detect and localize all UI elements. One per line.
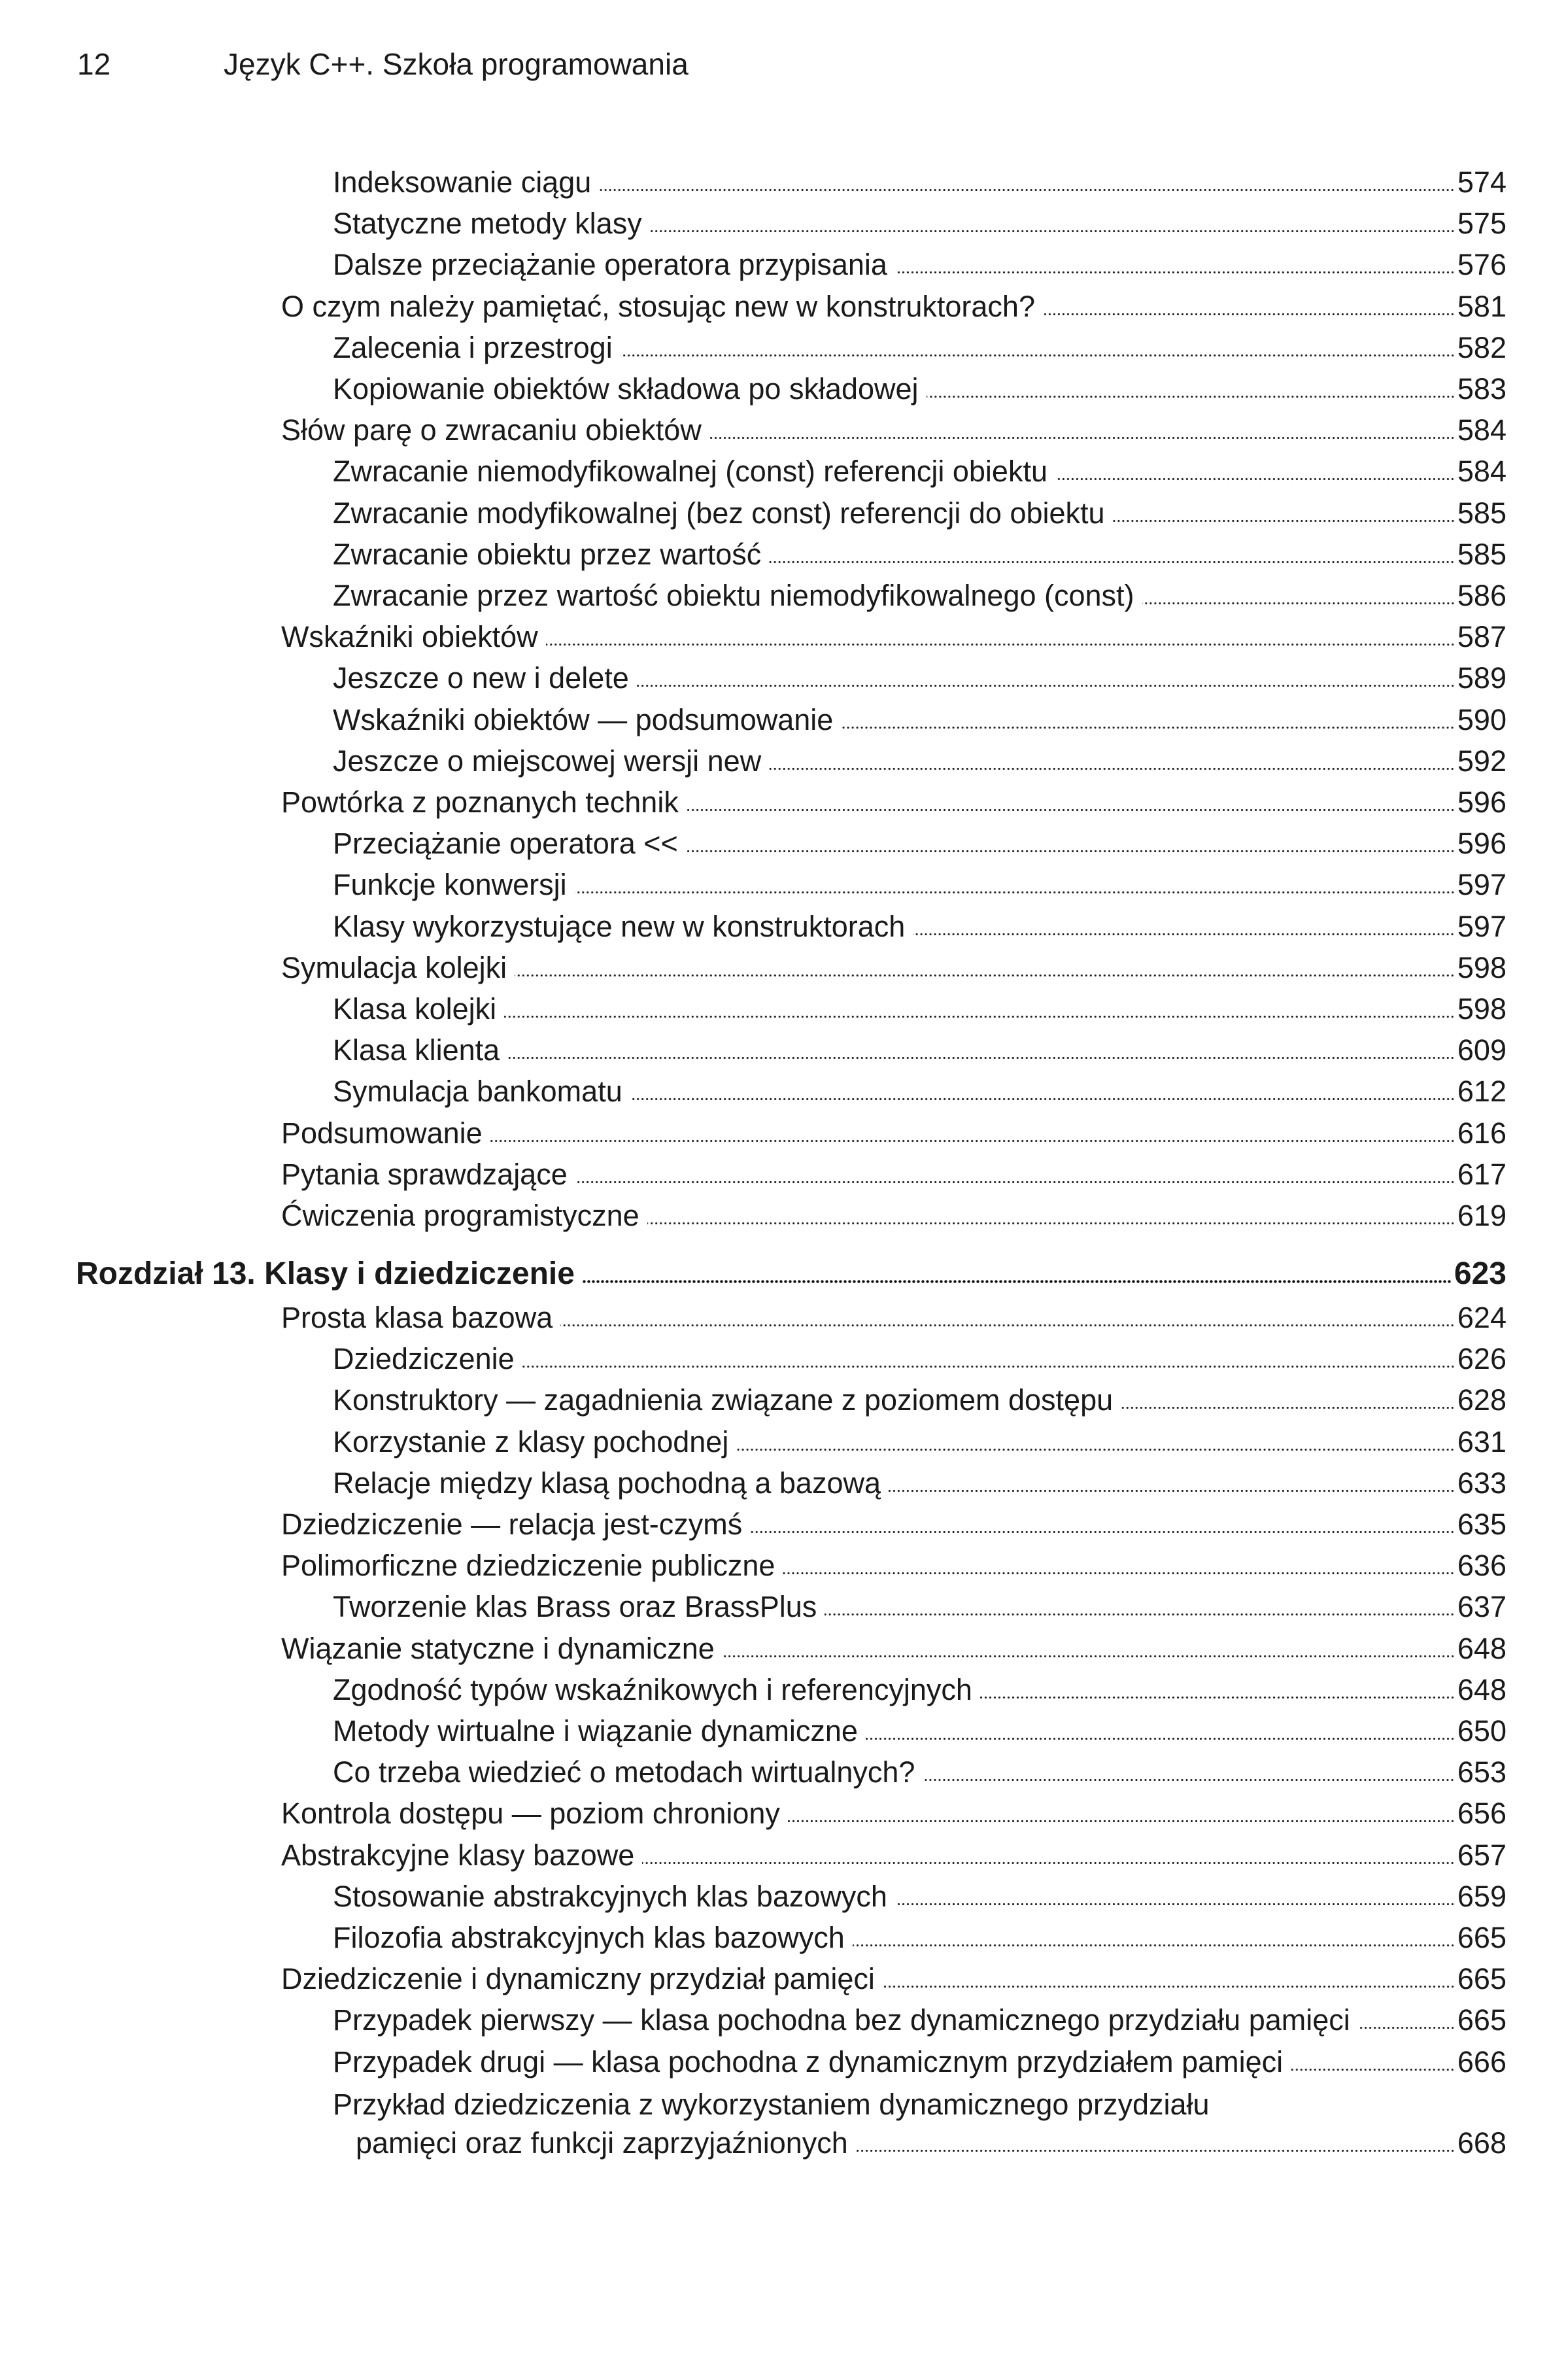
dot-leader xyxy=(825,1612,1455,1617)
dot-leader xyxy=(583,1279,1452,1284)
toc-entry-page: 598 xyxy=(1457,992,1506,1026)
toc-entry xyxy=(281,1297,1506,1338)
toc-entry-title: Statyczne metody klasy xyxy=(333,207,642,241)
book-title: Język C++. Szkoła programowania xyxy=(224,47,689,81)
toc-entry xyxy=(333,534,1506,575)
dot-leader xyxy=(637,683,1455,688)
dot-leader xyxy=(1121,1405,1455,1410)
toc-entry-title: Pytania sprawdzające xyxy=(281,1157,568,1191)
toc-entry xyxy=(333,988,1506,1029)
toc-entry-title: Filozofia abstrakcyjnych klas bazowych xyxy=(333,1921,845,1954)
toc-entry-page: 650 xyxy=(1457,1714,1506,1748)
toc-entry-page: 635 xyxy=(1457,1508,1506,1541)
toc-entry-page: 648 xyxy=(1457,1672,1506,1706)
dot-leader xyxy=(883,1984,1455,1989)
toc-entry xyxy=(333,740,1506,782)
toc-entry-title: Tworzenie klas Brass oraz BrassPlus xyxy=(333,1590,817,1624)
toc-entry xyxy=(281,1504,1506,1545)
toc-entry-title: Prosta klasa bazowa xyxy=(281,1301,553,1334)
toc-entry-page: 581 xyxy=(1457,289,1506,323)
dot-leader xyxy=(647,1220,1455,1226)
toc-entry xyxy=(333,451,1506,492)
toc-entry-page: 612 xyxy=(1457,1075,1506,1109)
toc-entry-page: 659 xyxy=(1457,1879,1506,1913)
toc-entry-page: 574 xyxy=(1457,165,1506,199)
toc-entry xyxy=(333,1421,1506,1462)
toc-entry-title: Polimorficzne dziedziczenie publiczne xyxy=(281,1549,775,1583)
toc-entry-page: 648 xyxy=(1457,1631,1506,1665)
toc-entry-title: Przypadek pierwszy — klasa pochodna bez dynamicznego przydziału pamięci xyxy=(333,2003,1350,2037)
dot-leader xyxy=(927,394,1455,399)
toc-entry-title: Co trzeba wiedzieć o metodach wirtualnych? xyxy=(333,1755,915,1789)
toc-entry xyxy=(333,1710,1506,1751)
toc-entry-title: Metody wirtualne i wiązanie dynamiczne xyxy=(333,1714,858,1748)
dot-leader xyxy=(895,1901,1455,1906)
dot-leader xyxy=(856,2148,1455,2153)
toc-entry-title: Symulacja bankomatu xyxy=(333,1075,622,1109)
toc-entry-page: 590 xyxy=(1457,702,1506,736)
dot-leader xyxy=(575,889,1455,895)
dot-leader xyxy=(1358,2025,1455,2030)
toc-entry xyxy=(333,906,1506,947)
dot-leader xyxy=(515,973,1455,978)
dot-leader xyxy=(889,1488,1455,1493)
dot-leader xyxy=(923,1777,1454,1782)
dot-leader xyxy=(507,1055,1455,1060)
toc-entry-title: Jeszcze o new i delete xyxy=(333,661,629,695)
toc-entry-title: Ćwiczenia programistyczne xyxy=(281,1199,639,1232)
toc-entry-title: Jeszcze o miejscowej wersji new xyxy=(333,744,762,778)
toc-entry-page: 576 xyxy=(1457,248,1506,282)
toc-entry-page: 583 xyxy=(1457,372,1506,405)
dot-leader xyxy=(686,848,1455,854)
toc-entry-title: Klasy wykorzystujące new w konstruktorach xyxy=(333,909,906,943)
toc-entry-title: Symulacja kolejki xyxy=(281,950,507,984)
toc-entry-title: Przypadek drugi — klasa pochodna z dynamicznym przydziałem pamięci xyxy=(333,2044,1284,2078)
toc-entry-title: Wskaźniki obiektów xyxy=(281,620,538,654)
chapter-heading xyxy=(76,1253,1506,1294)
toc-entry-title: Stosowanie abstrakcyjnych klas bazowych xyxy=(333,1879,887,1913)
toc-entry xyxy=(333,1071,1506,1112)
toc-entry-title: Indeksowanie ciągu xyxy=(333,165,592,199)
toc-entry-page: 656 xyxy=(1457,1797,1506,1831)
toc-entry xyxy=(333,327,1506,368)
dot-leader xyxy=(650,228,1455,233)
toc-entry xyxy=(333,1462,1506,1504)
toc-entry xyxy=(333,1669,1506,1710)
toc-entry-title: Zalecenia i przestrogi xyxy=(333,330,613,364)
toc-entry-title-line2: pamięci oraz funkcji zaprzyjaźnionych xyxy=(356,2126,848,2160)
toc-entry-page: 668 xyxy=(1457,2126,1506,2160)
toc-entry xyxy=(281,1112,1506,1154)
toc-entry xyxy=(333,1586,1506,1627)
toc-entry xyxy=(333,864,1506,905)
toc-entry-title: Wiązanie statyczne i dynamiczne xyxy=(281,1631,715,1665)
toc-entry xyxy=(281,1195,1506,1236)
toc-entry-page: 666 xyxy=(1457,2044,1506,2078)
toc-entry-page: 596 xyxy=(1457,785,1506,819)
toc-entry-page: 592 xyxy=(1457,744,1506,778)
toc-entry-page: 628 xyxy=(1457,1383,1506,1417)
toc-entry xyxy=(333,1379,1506,1421)
toc-entry-page: 619 xyxy=(1457,1199,1506,1232)
dot-leader xyxy=(575,1179,1455,1184)
dot-leader xyxy=(783,1570,1455,1576)
toc-entry-page: 624 xyxy=(1457,1301,1506,1334)
toc-entry-page: 585 xyxy=(1457,496,1506,530)
toc-entry xyxy=(333,162,1506,203)
dot-leader xyxy=(750,1529,1455,1534)
dot-leader xyxy=(853,1942,1455,1948)
dot-leader xyxy=(687,807,1455,812)
dot-leader xyxy=(980,1695,1455,1700)
toc-entry-title: Dziedziczenie xyxy=(333,1342,515,1376)
toc-entry xyxy=(333,823,1506,864)
toc-entry-page: 589 xyxy=(1457,661,1506,695)
toc-entry xyxy=(333,657,1506,698)
toc-entry xyxy=(333,575,1506,616)
toc-entry-page: 636 xyxy=(1457,1549,1506,1583)
toc-entry-page: 657 xyxy=(1457,1838,1506,1872)
toc-entry-title: O czym należy pamiętać, stosując new w konstruktorach? xyxy=(281,289,1035,323)
toc-entry-page: 597 xyxy=(1457,868,1506,902)
toc-entry-title: Dziedziczenie — relacja jest-czymś xyxy=(281,1508,743,1541)
toc-entry-page: 586 xyxy=(1457,579,1506,612)
toc-entry xyxy=(281,616,1506,657)
toc-entry xyxy=(333,244,1506,285)
dot-leader xyxy=(1291,2067,1455,2072)
dot-leader xyxy=(546,642,1455,647)
toc-entry-title: Zwracanie modyfikowalnej (bez const) referencji do obiektu xyxy=(333,496,1105,530)
toc-entry xyxy=(333,368,1506,409)
toc-entry-page: 596 xyxy=(1457,827,1506,861)
toc-entry-page: 585 xyxy=(1457,537,1506,571)
dot-leader xyxy=(788,1818,1455,1823)
toc-entry-page: 665 xyxy=(1457,1962,1506,1996)
toc-entry-title: Klasa kolejki xyxy=(333,992,497,1026)
toc-entry-page: 598 xyxy=(1457,950,1506,984)
toc-entry xyxy=(333,492,1506,534)
toc-entry xyxy=(281,1958,1506,1999)
toc-entry-page: 637 xyxy=(1457,1590,1506,1624)
dot-leader xyxy=(736,1447,1455,1452)
toc-entry xyxy=(281,1793,1506,1834)
toc-entry xyxy=(281,947,1506,988)
toc-entry-page: 609 xyxy=(1457,1033,1506,1067)
toc-entry-title: Funkcje konwersji xyxy=(333,868,567,902)
toc-entry xyxy=(281,1835,1506,1876)
toc-entry-title: Wskaźniki obiektów — podsumowanie xyxy=(333,702,834,736)
dot-leader xyxy=(560,1322,1455,1328)
toc-entry-page: 582 xyxy=(1457,330,1506,364)
dot-leader xyxy=(504,1014,1455,1019)
toc-entry-page: 633 xyxy=(1457,1466,1506,1500)
toc-entry-title: Podsumowanie xyxy=(281,1116,483,1150)
toc-entry-title: Kontrola dostępu — poziom chroniony xyxy=(281,1797,780,1831)
toc-entry xyxy=(333,1999,1506,2041)
dot-leader xyxy=(866,1736,1455,1741)
toc-entry-page: 584 xyxy=(1457,413,1506,447)
toc-entry-page: 584 xyxy=(1457,455,1506,489)
toc-entry-title: Przeciążanie operatora << xyxy=(333,827,678,861)
toc-entry-title: Klasa klienta xyxy=(333,1033,500,1067)
dot-leader xyxy=(895,269,1455,275)
toc-entry xyxy=(333,2041,1506,2082)
toc-entry-title: Rozdział 13. Klasy i dziedziczenie xyxy=(76,1256,575,1291)
toc-entry-title: Kopiowanie obiektów składowa po składowej xyxy=(333,372,919,405)
dot-leader xyxy=(630,1096,1455,1101)
toc-entry-title: Powtórka z poznanych technik xyxy=(281,785,679,819)
toc-entry-page: 623 xyxy=(1454,1256,1506,1291)
toc-entry xyxy=(281,782,1506,823)
toc-entry xyxy=(281,1545,1506,1586)
toc-entry-title: Relacje między klasą pochodną a bazową xyxy=(333,1466,881,1500)
dot-leader xyxy=(1043,311,1455,317)
dot-leader xyxy=(642,1860,1455,1865)
dot-leader xyxy=(490,1138,1455,1143)
toc-entry xyxy=(333,1751,1506,1793)
toc-entry-title: Zwracanie niemodyfikowalnej (const) referencji obiektu xyxy=(333,455,1047,489)
toc-entry-title: Korzystanie z klasy pochodnej xyxy=(333,1424,729,1458)
toc-entry-title: Konstruktory — zagadnienia związane z poziomem dostępu xyxy=(333,1383,1114,1417)
toc-entry-page: 665 xyxy=(1457,2003,1506,2037)
toc-entry xyxy=(281,409,1506,451)
toc-entry-page: 653 xyxy=(1457,1755,1506,1789)
toc-entry-title: Zwracanie przez wartość obiektu niemodyfikowalnego (const) xyxy=(333,579,1134,612)
dot-leader xyxy=(522,1364,1455,1369)
dot-leader xyxy=(769,766,1455,771)
dot-leader xyxy=(709,435,1455,440)
dot-leader xyxy=(1142,600,1455,606)
toc-entry-title: Dalsze przeciążanie operatora przypisania xyxy=(333,248,887,282)
toc-entry-title: Zwracanie obiektu przez wartość xyxy=(333,537,762,571)
toc-entry-page: 587 xyxy=(1457,620,1506,654)
dot-leader xyxy=(599,187,1455,192)
toc-entry-page: 597 xyxy=(1457,909,1506,943)
toc-entry xyxy=(333,1029,1506,1071)
dot-leader xyxy=(1055,476,1455,481)
toc-entry xyxy=(356,2122,1506,2164)
toc-entry-page: 665 xyxy=(1457,1921,1506,1954)
toc-entry-title: Słów parę o zwracaniu obiektów xyxy=(281,413,702,447)
toc-entry xyxy=(281,286,1506,327)
toc-entry xyxy=(281,1628,1506,1669)
dot-leader xyxy=(769,559,1455,564)
toc-entry-title: Dziedziczenie i dynamiczny przydział pamięci xyxy=(281,1962,875,1996)
toc-entry-title: Zgodność typów wskaźnikowych i referencyjnych xyxy=(333,1672,972,1706)
toc-entry-title: Abstrakcyjne klasy bazowe xyxy=(281,1838,635,1872)
toc-entry-page: 575 xyxy=(1457,207,1506,241)
dot-leader xyxy=(621,353,1455,358)
toc-entry xyxy=(333,699,1506,740)
toc-entry xyxy=(333,1876,1506,1917)
dot-leader xyxy=(841,725,1455,730)
toc-entry-page: 631 xyxy=(1457,1424,1506,1458)
toc-entry-page: 616 xyxy=(1457,1116,1506,1150)
dot-leader xyxy=(913,931,1455,937)
toc-entry xyxy=(333,203,1506,244)
toc-entry-title-line1: Przykład dziedziczenia z wykorzystaniem dynamicznego przydziału xyxy=(333,2088,1210,2121)
dot-leader xyxy=(723,1653,1455,1659)
toc-entry-page: 617 xyxy=(1457,1157,1506,1191)
dot-leader xyxy=(1113,518,1455,523)
toc-entry xyxy=(281,1154,1506,1195)
toc-entry xyxy=(333,1917,1506,1958)
page-number: 12 xyxy=(77,47,111,81)
toc-entry-page: 626 xyxy=(1457,1342,1506,1376)
toc-entry xyxy=(333,1338,1506,1379)
